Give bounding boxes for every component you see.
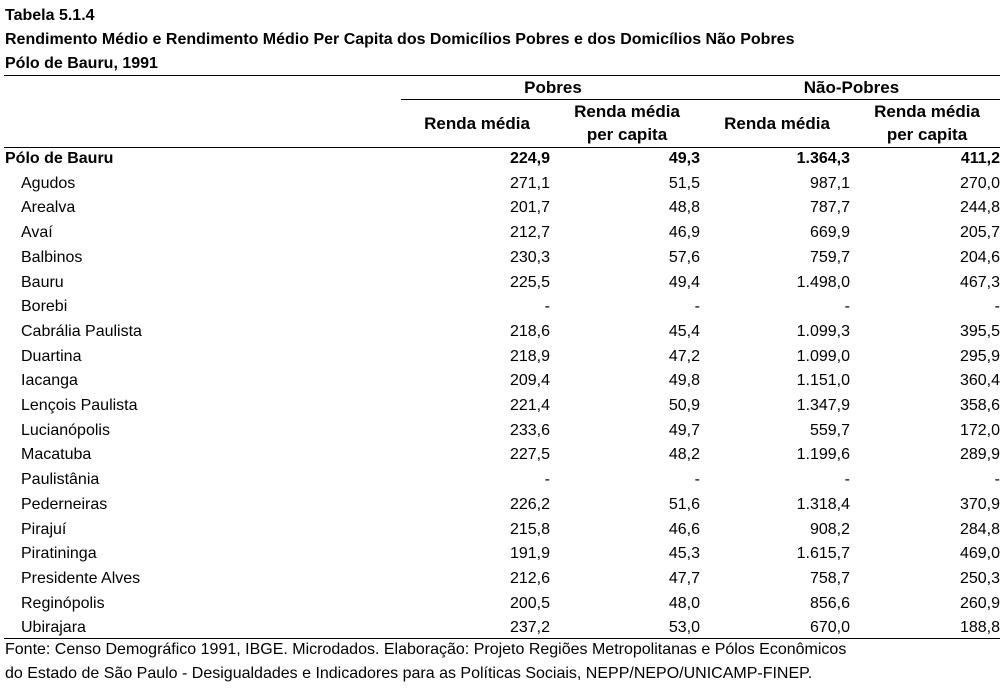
row-value: 47,7 [668,569,700,587]
table-row [4,345,1000,370]
table-title: Rendimento Médio e Rendimento Médio Per Capita dos Domicílios Pobres e dos Domicílios Não Pobres [5,31,795,48]
row-value: 370,9 [959,495,1000,513]
table-row [4,394,1000,419]
row-value: 226,2 [509,495,550,513]
table-row [4,592,1000,617]
row-value: 1.318,4 [796,495,850,513]
row-value: 250,3 [959,569,1000,587]
row-value: 191,9 [509,545,550,563]
row-name: Avaí [21,224,53,242]
row-name: Macatuba [21,446,92,464]
row-value: 212,6 [509,569,550,587]
table-row [4,172,1000,197]
row-value: 48,8 [668,199,700,217]
row-value: 987,1 [809,174,850,192]
source-line-2: do Estado de São Paulo - Desigualdades e Indicadores para as Políticas Sociais, NEPP/NEPO/UNICAMP-FINEP. [5,665,813,682]
table-row [4,271,1000,296]
row-name: Piratininga [21,545,97,563]
row-value: 200,5 [509,594,550,612]
row-value: - [994,298,1000,316]
table-row [4,443,1000,468]
row-name: Arealva [21,199,76,217]
row-value: 47,2 [668,347,700,365]
row-value: 244,8 [959,199,1000,217]
row-value: 45,4 [668,322,700,340]
group-header-nao-pobres: Não-Pobres [803,78,900,97]
row-name: Bauru [21,273,64,291]
row-value: 215,8 [509,520,550,538]
row-value: 46,6 [668,520,700,538]
table-row [4,493,1000,518]
row-value: 358,6 [959,397,1000,415]
row-value: 670,0 [809,619,850,637]
row-value: 1.364,3 [796,150,850,167]
table-label: Tabela 5.1.4 [5,7,95,24]
row-value: 212,7 [509,224,550,242]
row-name: Presidente Alves [21,569,141,587]
group-header-pobres: Pobres [524,78,582,97]
row-value: 201,7 [509,199,550,217]
row-value: 360,4 [959,372,1000,390]
row-value: - [544,471,550,489]
row-value: 237,2 [509,619,550,637]
row-value: 395,5 [959,322,1000,340]
row-name: Borebi [21,298,68,316]
row-value: 51,5 [668,174,700,192]
col-header-naopobres-percapita: Renda média per capita [874,102,980,144]
table-row [4,518,1000,543]
row-value: 46,9 [668,224,700,242]
row-name: Reginópolis [21,594,105,612]
row-value: 856,6 [809,594,850,612]
total-row [4,147,1000,172]
row-value: 218,9 [509,347,550,365]
table-row [4,221,1000,246]
row-value: 49,4 [668,273,700,291]
table-subtitle: Pólo de Bauru, 1991 [5,55,158,72]
row-value: 50,9 [668,397,700,415]
row-value: 1.151,0 [796,372,850,390]
row-value: 45,3 [668,545,700,563]
row-value: 48,0 [668,594,700,612]
row-value: 411,2 [960,150,1000,167]
row-value: - [844,298,850,316]
row-value: 172,0 [959,421,1000,439]
row-value: 1.615,7 [796,545,850,563]
row-value: 221,4 [509,397,550,415]
row-value: 49,7 [668,421,700,439]
table-row [4,542,1000,567]
row-value: 1.347,9 [796,397,850,415]
row-value: 559,7 [809,421,850,439]
row-name: Paulistânia [21,471,100,489]
row-value: - [844,471,850,489]
row-value: 758,7 [809,569,850,587]
row-value: 1.099,0 [796,347,850,365]
table-row [4,369,1000,394]
row-value: 289,9 [959,446,1000,464]
row-value: 204,6 [959,248,1000,266]
row-name: Lençois Paulista [21,397,138,415]
row-value: 218,6 [509,322,550,340]
row-value: - [694,471,700,489]
table-row [4,196,1000,221]
row-value: 188,8 [959,619,1000,637]
table-row [4,295,1000,320]
table-row [4,419,1000,444]
row-name: Lucianópolis [21,421,110,439]
row-name: Balbinos [21,248,83,266]
col-header-pobres-renda: Renda média [424,114,530,133]
data-table [4,147,1000,641]
row-name: Pirajuí [21,520,67,538]
row-value: 224,9 [509,150,550,167]
row-value: 225,5 [509,273,550,291]
row-value: 57,6 [668,248,700,266]
row-name: Duartina [21,347,82,365]
row-value: 271,1 [509,174,550,192]
row-value: 227,5 [509,446,550,464]
row-value: 48,2 [668,446,700,464]
row-value: 1.498,0 [796,273,850,291]
row-value: 1.199,6 [796,446,850,464]
row-value: 53,0 [668,619,700,637]
source-note [5,638,999,686]
table-row [4,567,1000,592]
row-name: Agudos [21,174,76,192]
row-value: 1.099,3 [796,322,850,340]
row-value: - [694,298,700,316]
row-value: 230,3 [509,248,550,266]
row-value: 467,3 [959,273,1000,291]
table-row [4,320,1000,345]
table-titles [5,4,794,76]
source-line-1: Fonte: Censo Demográfico 1991, IBGE. Microdados. Elaboração: Projeto Regiões Metropolitanas e Pólos Econômicos [5,641,847,658]
row-name: Cabrália Paulista [21,322,142,340]
row-value: 469,0 [959,545,1000,563]
row-name: Pólo de Bauru [5,150,114,167]
row-value: 759,7 [809,248,850,266]
row-value: - [544,298,550,316]
row-value: 270,0 [959,174,1000,192]
row-value: 233,6 [509,421,550,439]
row-value: 260,9 [959,594,1000,612]
table-row [4,468,1000,493]
row-name: Pederneiras [21,495,108,513]
row-value: 49,3 [668,150,700,167]
row-value: 908,2 [809,520,850,538]
row-value: 787,7 [809,199,850,217]
row-value: 295,9 [959,347,1000,365]
row-value: 49,8 [668,372,700,390]
row-value: 209,4 [509,372,550,390]
table-row [4,246,1000,271]
row-value: 205,7 [959,224,1000,242]
col-header-pobres-percapita: Renda média per capita [574,102,680,144]
row-name: Iacanga [21,372,78,390]
row-value: - [994,471,1000,489]
row-value: 51,6 [668,495,700,513]
row-value: 284,8 [959,520,1000,538]
col-header-naopobres-renda: Renda média [724,114,830,133]
row-name: Ubirajara [21,619,86,637]
row-value: 669,9 [809,224,850,242]
